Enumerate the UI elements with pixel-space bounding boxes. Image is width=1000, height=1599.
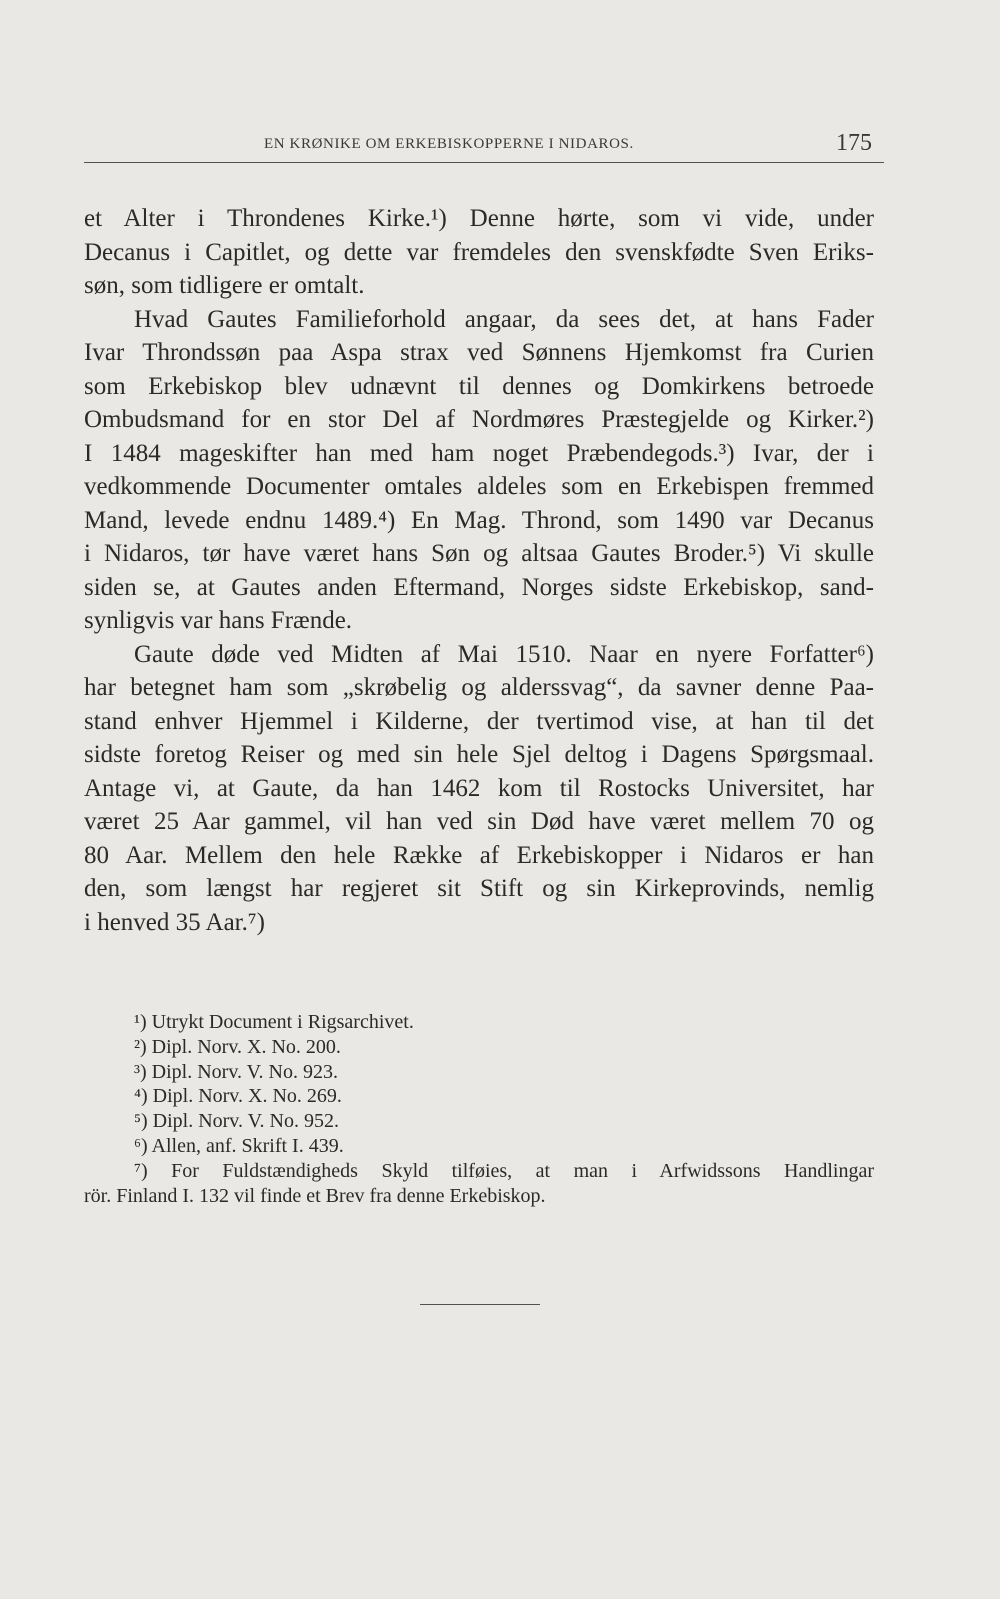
text-line: Hvad Gautes Familieforhold angaar, da sees det, at hans Fader [134,305,874,333]
text-line: siden se, at Gautes anden Eftermand, Norges sidste Erkebiskop, sand- [84,573,874,601]
text-line: Ombudsmand for en stor Del af Nordmøres Præstegjelde og Kirker.²) [84,406,874,433]
footnote-line: ⁴) Dipl. Norv. X. No. 269. [134,1085,342,1108]
text-line: Antage vi, at Gaute, da han 1462 kom til Rostocks Universitet, har [84,774,874,802]
text-line: den, som længst har regjeret sit Stift og sin Kirkeprovinds, nemlig [84,875,874,902]
text-line: Decanus i Capitlet, og dette var fremdeles den svenskfødte Sven Eriks- [84,238,874,266]
text-line: Gaute døde ved Midten af Mai 1510. Naar en nyere Forfatter⁶) [134,640,874,668]
text-line: sidste foretog Reiser og med sin hele Sjel deltog i Dagens Spørgsmaal. [84,741,874,768]
running-head: EN KRØNIKE OM ERKEBISKOPPERNE I NIDAROS. [264,136,634,152]
text-line: vedkommende Documenter omtales aldeles som en Erkebispen fremmed [84,473,874,500]
footnote-line: rör. Finland I. 132 vil finde et Brev fra denne Erkebiskop. [84,1184,546,1207]
page-header [84,130,884,158]
text-line: har betegnet ham som „skrøbelig og alderssvag“, da savner denne Paa- [84,674,874,701]
text-line: været 25 Aar gammel, vil han ved sin Død have været mellem 70 og [84,808,874,835]
text-line: søn, som tidligere er omtalt. [84,272,365,299]
text-line: synligvis var hans Frænde. [84,607,353,634]
header-rule [84,162,884,163]
footnote-line: ³) Dipl. Norv. V. No. 923. [134,1060,338,1083]
text-line: I 1484 mageskifter han med ham noget Præbendegods.³) Ivar, der i [84,439,874,467]
footnote-line: ⁶) Allen, anf. Skrift I. 439. [134,1134,344,1157]
end-rule [420,1304,540,1305]
text-line: som Erkebiskop blev udnævnt til dennes og Domkirkens betroede [84,372,874,400]
footnotes [84,1010,874,1208]
footnote-line: ⁵) Dipl. Norv. V. No. 952. [134,1110,339,1133]
footnote-line: ¹) Utrykt Document i Rigsarchivet. [134,1011,414,1033]
text-line: stand enhver Hjemmel i Kilderne, der tvertimod vise, at han til det [84,707,874,735]
text-line: 80 Aar. Mellem den hele Række af Erkebiskopper i Nidaros er han [84,841,874,869]
text-line: i Nidaros, tør have været hans Søn og altsaa Gautes Broder.⁵) Vi skulle [84,540,874,567]
text-line: i henved 35 Aar.⁷) [84,908,265,936]
text-line: Mand, levede endnu 1489.⁴) En Mag. Thrond, som 1490 var Decanus [84,506,874,534]
text-line: et Alter i Throndenes Kirke.¹) Denne hørte, som vi vide, under [84,205,874,232]
text-line: Ivar Throndssøn paa Aspa strax ved Sønnens Hjemkomst fra Curien [84,339,874,366]
footnote-line: ²) Dipl. Norv. X. No. 200. [134,1035,341,1058]
page-number: 175 [836,130,872,156]
body-text [84,202,874,939]
footnote-line: ⁷) For Fuldstændigheds Skyld tilføies, at man i Arfwidssons Handlingar [134,1159,874,1182]
